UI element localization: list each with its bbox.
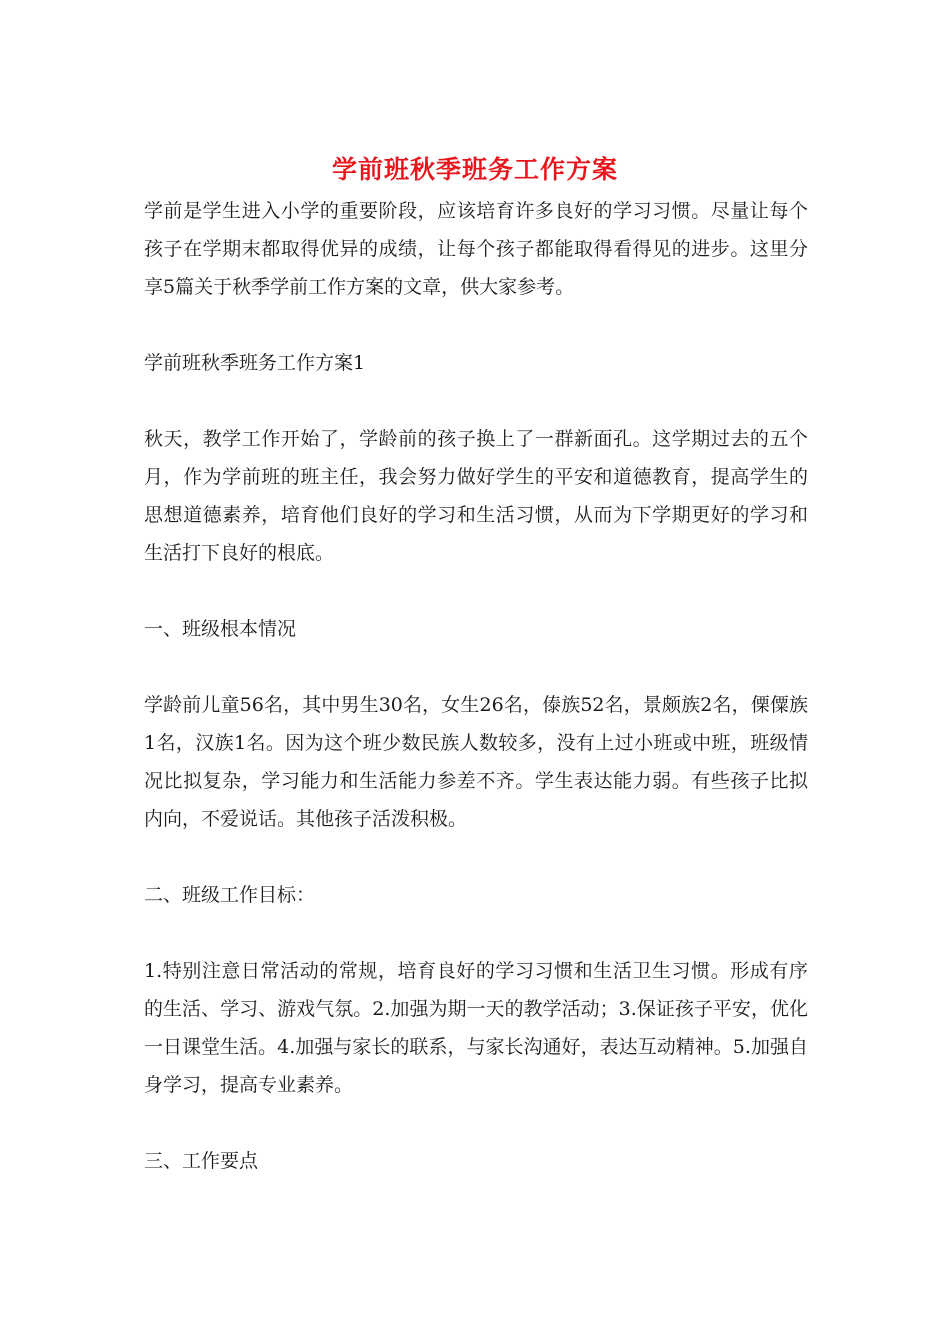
document-body — [144, 192, 808, 1180]
body-paragraph: 学龄前儿童56名，其中男生30名，女生26名，傣族52名，景颇族2名，傈僳族1名，汉族1名。因为这个班少数民族人数较多，没有上过小班或中班，班级情况比拟复杂，学习能力和生活能力参差不齐。学生表达能力弱。有些孩子比拟内向，不爱说话。其他孩子活泼积极。 — [144, 694, 808, 830]
section-heading-class-situation: 一、班级根本情况 — [144, 618, 297, 640]
section-heading-class-goals: 二、班级工作目标： — [144, 884, 316, 906]
body-paragraph: 秋天，教学工作开始了，学龄前的孩子换上了一群新面孔。这学期过去的五个月，作为学前班的班主任，我会努力做好学生的平安和道德教育，提高学生的思想道德素养，培育他们良好的学习和生活习惯，从而为下学期更好的学习和生活打下良好的根底。 — [144, 428, 808, 564]
intro-paragraph: 学前是学生进入小学的重要阶段，应该培育许多良好的学习习惯。尽量让每个孩子在学期末都取得优异的成绩，让每个孩子都能取得看得见的进步。这里分享5篇关于秋季学前工作方案的文章，供大家参考。 — [144, 200, 808, 298]
section-heading-plan-1: 学前班秋季班务工作方案1 — [144, 352, 366, 374]
body-paragraph: 1.特别注意日常活动的常规，培育良好的学习习惯和生活卫生习惯。形成有序的生活、学习、游戏气氛。2.加强为期一天的教学活动；3.保证孩子平安，优化一日课堂生活。4.加强与家长的联系，与家长沟通好，表达互动精神。5.加强自身学习，提高专业素养。 — [144, 960, 808, 1096]
document-title: 学前班秋季班务工作方案 — [331, 155, 618, 184]
section-heading-work-points: 三、工作要点 — [144, 1150, 259, 1172]
